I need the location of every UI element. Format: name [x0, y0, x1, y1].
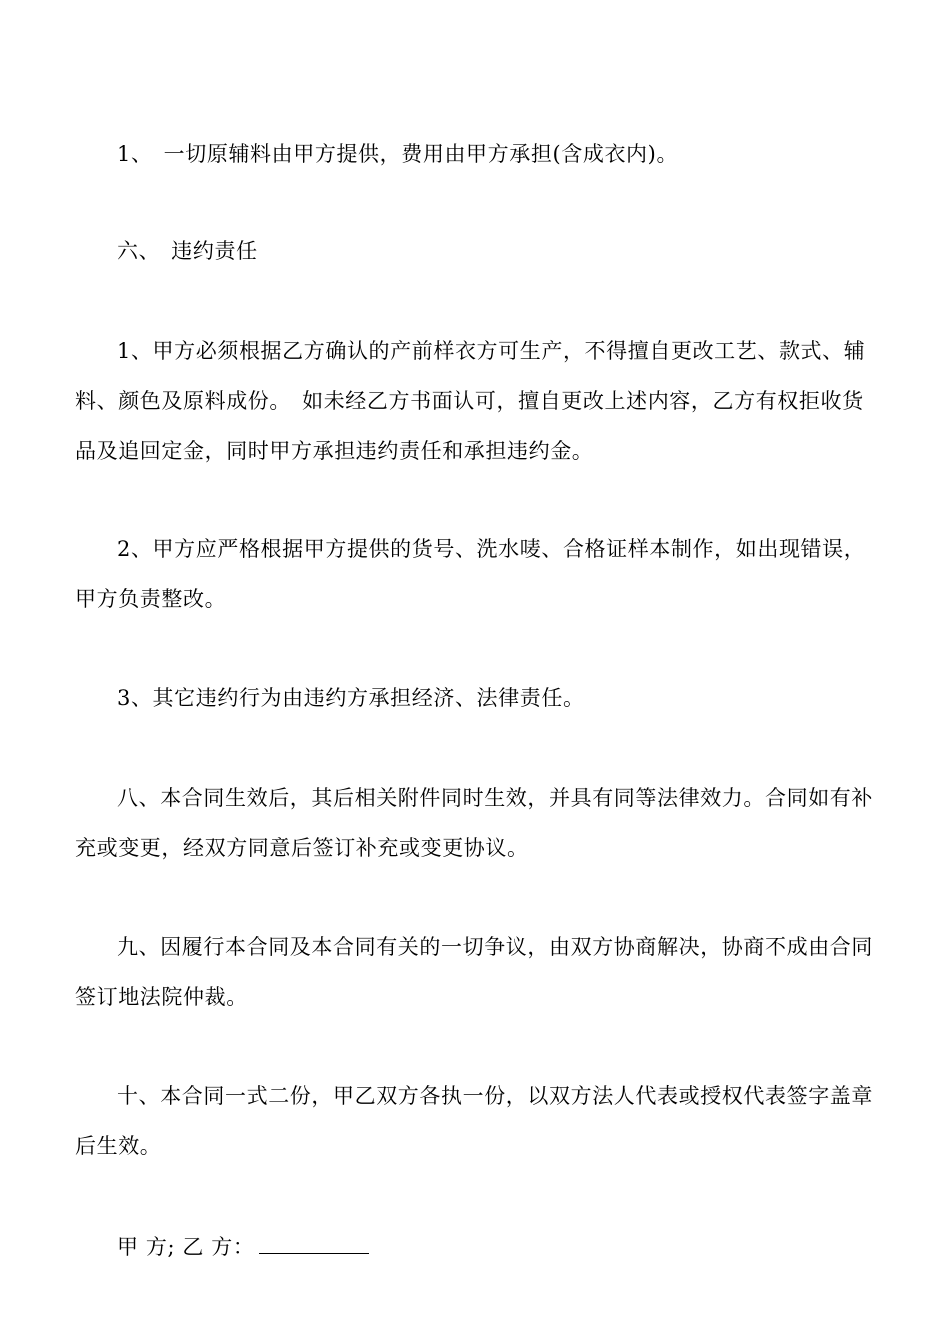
signature-blank	[259, 1235, 369, 1254]
clause-breach-3: 3、其它违约行为由违约方承担经济、法律责任。	[117, 686, 585, 710]
clause-breach-1: 1、甲方必须根据乙方确认的产前样衣方可生产，不得擅自更改工艺、款式、辅料、颜色及原料成份。 如未经乙方书面认可，擅自更改上述内容，乙方有权拒收货品及追回定金，同时甲方承担违约责任和承担违约金。	[75, 339, 866, 463]
clause-nine: 九、因履行本合同及本合同有关的一切争议，由双方协商解决，协商不成由合同签订地法院仲裁。	[75, 935, 873, 1009]
clause-eight: 八、本合同生效后，其后相关附件同时生效，并具有同等法律效力。合同如有补充或变更，经双方同意后签订补充或变更协议。	[75, 786, 873, 860]
section-heading-breach: 六、 违约责任	[117, 239, 258, 263]
clause-materials: 1、 一切原辅料由甲方提供，费用由甲方承担(含成衣内)。	[117, 142, 679, 166]
signature-row	[117, 1222, 369, 1272]
clause-ten: 十、本合同一式二份，甲乙双方各执一份，以双方法人代表或授权代表签字盖章后生效。	[75, 1084, 873, 1158]
clause-breach-2: 2、甲方应严格根据甲方提供的货号、洗水唛、合格证样本制作，如出现错误，甲方负责整改。	[75, 537, 866, 611]
signature-label: 甲 方; 乙 方：	[117, 1235, 255, 1259]
